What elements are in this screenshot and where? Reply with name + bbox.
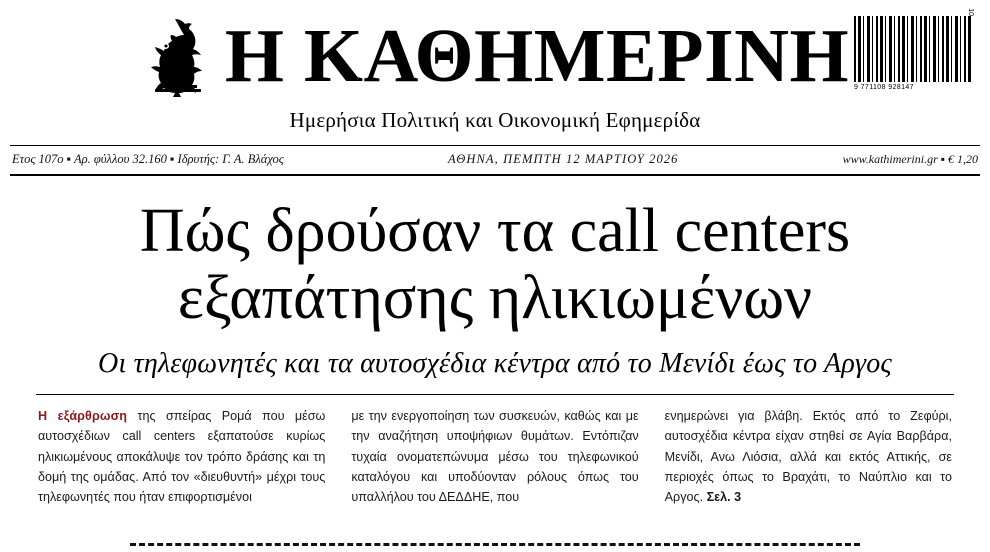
- article-headline: [20, 198, 970, 332]
- headline-line-2: εξαπάτησης ηλικιωμένων: [177, 263, 813, 332]
- barcode: [854, 8, 974, 102]
- masthead: [0, 0, 990, 112]
- article-column-3: [665, 406, 952, 508]
- barcode-number: 9 771108 928147: [854, 84, 914, 91]
- divider-below-infobar: [10, 174, 980, 176]
- barcode-side-number: 10: [967, 8, 974, 16]
- column-2-text: με την ενεργοποίηση των συσκευών, καθώς και με την αναζήτηση υποψήφιων θυμάτων. Εντόπιζαν τυχαία ονοματεπώνυμα μέσω του τηλεφωνικού καταλόγου και υποδύονταν ρόλους όπως του υπαλλήλου του ΔΕΔΔΗΕ, που: [351, 408, 639, 505]
- lede-tag: Η εξάρθρωση: [38, 408, 128, 423]
- griffin-logo-icon: [141, 15, 215, 97]
- divider-dashed-bottom: [130, 543, 860, 546]
- page-reference[interactable]: Σελ. 3: [706, 490, 742, 505]
- headline-line-1: Πώς δρούσαν τα call centers: [139, 197, 851, 265]
- barcode-icon: [854, 16, 972, 82]
- article-deck: Οι τηλεφωνητές και τα αυτοσχέδια κέντρα από το Μενίδι έως το Αργος: [98, 347, 892, 379]
- column-3-text: ενημερώνει για βλάβη. Εκτός από το Ζεφύρι, αυτοσχέδια κέντρα είχαν στηθεί σε Αγία Βαρβάρα, Μενίδι, Ανω Λιόσια, αλλά και εκτός Αττικής, σε περιοχές όπως το Βραχάτι, το Ναύπλιο και το Αργος.: [664, 408, 952, 505]
- article-body: [0, 395, 990, 508]
- issue-info: Ετος 107ο ▪ Αρ. φύλλου 32.160 ▪ Ιδρυτής: Γ. Α. Βλάχος: [12, 152, 284, 166]
- page-title: Η ΚΑΘΗΜΕΡΙΝΗ: [224, 13, 850, 98]
- website-price[interactable]: www.kathimerini.gr ▪ € 1,20: [842, 152, 978, 166]
- column-1-text: της σπείρας Ρομά που μέσω αυτοσχέδιων call centers εξαπατούσε κυρίως ηλικιωμένους αποκάλυψε τον τρόπο δράσης και τη δομή της ομάδας. Από τον «διευθυντή» μέχρι τους τηλεφωνητές που ήταν επιφορτισμένοι: [38, 408, 326, 505]
- masthead-subtitle: Ημερήσια Πολιτική και Οικονομική Εφημερίδα: [289, 108, 701, 132]
- masthead-inner: [141, 15, 849, 97]
- article-column-2: [351, 406, 638, 508]
- infobar: [0, 146, 990, 174]
- article-column-1: [38, 406, 325, 508]
- edition-date: ΑΘΗΝΑ, ΠΕΜΠΤΗ 12 ΜΑΡΤΙΟΥ 2026: [448, 152, 679, 166]
